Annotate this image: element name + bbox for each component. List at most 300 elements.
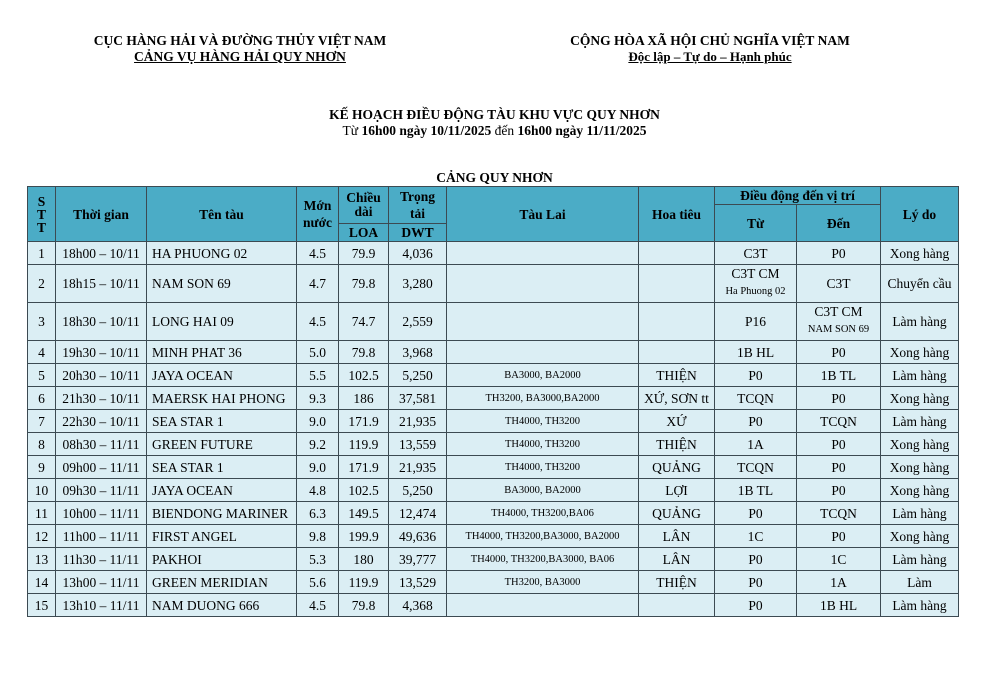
- table-row: [28, 303, 959, 341]
- cell-draft: [297, 548, 339, 571]
- reason-value: Làm: [907, 574, 932, 590]
- reason-value: Xong hàng: [889, 528, 950, 544]
- cell-tug: [447, 242, 639, 265]
- draft-value: 5.6: [309, 574, 326, 590]
- dwt-value: 3,280: [402, 276, 433, 291]
- cell-dwt: [389, 571, 447, 594]
- draft-value: 5.0: [309, 344, 326, 360]
- draft-value: 4.7: [309, 276, 326, 291]
- cell-tug: [447, 571, 639, 594]
- stt-value: 1: [38, 245, 45, 261]
- cell-pilot: [639, 341, 715, 364]
- cell-ship: [147, 242, 297, 265]
- dwt-value: 12,474: [398, 505, 437, 521]
- reason-value: Xong hàng: [889, 390, 950, 406]
- cell-dwt: [389, 433, 447, 456]
- table-row: [28, 456, 959, 479]
- cell-draft: [297, 410, 339, 433]
- cell-tug: [447, 433, 639, 456]
- ship-value: MAERSK HAI PHONG: [152, 390, 286, 406]
- dwt-value: 5,250: [402, 482, 433, 498]
- cell-loa: [339, 433, 389, 456]
- cell-from: [715, 242, 797, 265]
- tug-value: TH4000, TH3200,BA06: [491, 507, 594, 519]
- cell-pilot: [639, 242, 715, 265]
- cell-time: [56, 242, 147, 265]
- cell-stt: [28, 410, 56, 433]
- cell-loa: [339, 594, 389, 617]
- from-value: P0: [748, 551, 763, 567]
- col-dwt: Trọng tải: [389, 187, 447, 224]
- ship-value: MINH PHAT 36: [152, 344, 242, 360]
- ship-value: LONG HAI 09: [152, 314, 234, 329]
- period-start: 16h00 ngày 10/11/2025: [361, 123, 492, 138]
- reason-value: Làm hàng: [892, 413, 947, 429]
- col-loa: LOA: [339, 224, 389, 242]
- reason-value: Làm hàng: [892, 505, 947, 521]
- cell-to: [797, 242, 881, 265]
- col-tug: Tàu Lai: [447, 187, 639, 242]
- dwt-value: 49,636: [398, 528, 437, 544]
- to-value: TCQN: [820, 413, 857, 429]
- loa-value: 79.8: [351, 597, 376, 613]
- time-value: 10h00 – 11/11: [62, 505, 140, 521]
- ship-value: GREEN MERIDIAN: [152, 574, 268, 590]
- motto: Độc lập – Tự do – Hạnh phúc: [628, 49, 792, 64]
- cell-from: [715, 525, 797, 548]
- cell-draft: [297, 456, 339, 479]
- from-value: P0: [748, 597, 763, 613]
- cell-to: [797, 548, 881, 571]
- cell-ship: [147, 387, 297, 410]
- cell-to: [797, 479, 881, 502]
- loa-value: 102.5: [348, 482, 379, 498]
- reason-value: Xong hàng: [889, 459, 950, 475]
- dwt-value: 21,935: [398, 413, 437, 429]
- cell-draft: [297, 242, 339, 265]
- draft-value: 5.5: [309, 367, 326, 383]
- reason-value: Xong hàng: [889, 344, 950, 360]
- cell-dwt: [389, 303, 447, 341]
- dwt-value: 5,250: [402, 367, 433, 383]
- stt-value: 14: [34, 574, 49, 590]
- cell-pilot: [639, 548, 715, 571]
- from-value: TCQN: [737, 390, 774, 406]
- cell-pilot: [639, 502, 715, 525]
- cell-loa: [339, 265, 389, 303]
- cell-draft: [297, 594, 339, 617]
- cell-stt: [28, 571, 56, 594]
- table-row: [28, 525, 959, 548]
- dwt-value: 2,559: [402, 314, 433, 329]
- loa-value: 102.5: [348, 367, 379, 383]
- ship-value: SEA STAR 1: [152, 413, 224, 429]
- cell-to: [797, 502, 881, 525]
- cell-tug: [447, 410, 639, 433]
- cell-ship: [147, 456, 297, 479]
- col-pilot: Hoa tiêu: [639, 187, 715, 242]
- loa-value: 199.9: [348, 528, 379, 544]
- cell-loa: [339, 525, 389, 548]
- tug-value: TH4000, TH3200: [504, 461, 581, 473]
- to-value: P0: [831, 459, 846, 475]
- cell-pilot: [639, 571, 715, 594]
- table-row: [28, 242, 959, 265]
- stt-value: 12: [34, 528, 49, 544]
- cell-stt: [28, 525, 56, 548]
- time-value: 09h30 – 11/11: [62, 482, 140, 498]
- cell-dwt: [389, 341, 447, 364]
- cell-dwt: [389, 265, 447, 303]
- cell-stt: [28, 364, 56, 387]
- stt-value: 7: [38, 413, 45, 429]
- draft-value: 5.3: [309, 551, 326, 567]
- document-period: [0, 123, 989, 139]
- loa-value: 79.8: [351, 276, 376, 291]
- draft-value: 9.2: [309, 436, 326, 452]
- cell-pilot: [639, 410, 715, 433]
- time-value: 13h10 – 11/11: [62, 597, 140, 613]
- cell-stt: [28, 456, 56, 479]
- cell-to: [797, 410, 881, 433]
- pilot-value: THIỆN: [656, 574, 697, 590]
- cell-to: [797, 594, 881, 617]
- country-name: CỘNG HÒA XÃ HỘI CHỦ NGHĨA VIỆT NAM: [570, 33, 850, 48]
- cell-dwt: [389, 525, 447, 548]
- col-to: Đến: [797, 205, 881, 242]
- col-ship: Tên tàu: [147, 187, 297, 242]
- cell-dwt: [389, 479, 447, 502]
- loa-value: 149.5: [348, 505, 379, 521]
- cell-pilot: [639, 433, 715, 456]
- dwt-value: 13,529: [398, 574, 437, 590]
- cell-time: [56, 548, 147, 571]
- tug-value: TH3200, BA3000,BA2000: [485, 392, 600, 404]
- pilot-value: LỢI: [665, 482, 688, 498]
- cell-ship: [147, 571, 297, 594]
- loa-value: 171.9: [348, 413, 379, 429]
- loa-value: 171.9: [348, 459, 379, 475]
- cell-time: [56, 456, 147, 479]
- from-value: TCQN: [737, 459, 774, 475]
- cell-dwt: [389, 242, 447, 265]
- cell-from: [715, 456, 797, 479]
- ship-value: GREEN FUTURE: [152, 436, 253, 452]
- ship-movement-table: [27, 186, 959, 617]
- dwt-value: 3,968: [402, 344, 433, 360]
- cell-loa: [339, 303, 389, 341]
- cell-time: [56, 433, 147, 456]
- stt-value: 9: [38, 459, 45, 475]
- cell-draft: [297, 387, 339, 410]
- cell-pilot: [639, 303, 715, 341]
- reason-value: Làm hàng: [892, 551, 947, 567]
- from-value: 1A: [747, 436, 764, 452]
- cell-reason: [881, 242, 959, 265]
- draft-value: 4.5: [309, 597, 326, 613]
- cell-dwt: [389, 594, 447, 617]
- cell-draft: [297, 265, 339, 303]
- cell-time: [56, 341, 147, 364]
- loa-value: 186: [353, 390, 374, 406]
- cell-loa: [339, 410, 389, 433]
- time-value: 19h30 – 10/11: [62, 344, 140, 360]
- loa-value: 119.9: [348, 574, 379, 590]
- stt-value: 8: [38, 436, 45, 452]
- cell-stt: [28, 479, 56, 502]
- to-value: P0: [831, 436, 846, 452]
- cell-from: [715, 479, 797, 502]
- cell-reason: [881, 410, 959, 433]
- port-heading: CẢNG QUY NHƠN: [436, 170, 553, 185]
- cell-tug: [447, 548, 639, 571]
- to-value: 1B HL: [819, 597, 858, 613]
- stt-value: 3: [38, 314, 45, 329]
- col-move: Điều động đến vị trí: [715, 187, 881, 205]
- ship-value: HA PHUONG 02: [152, 245, 248, 261]
- cell-from: [715, 548, 797, 571]
- cell-draft: [297, 303, 339, 341]
- dwt-value: 21,935: [398, 459, 437, 475]
- from-value: 1C: [747, 528, 764, 544]
- cell-pilot: [639, 479, 715, 502]
- from-value: P0: [748, 505, 763, 521]
- cell-ship: [147, 548, 297, 571]
- cell-tug: [447, 456, 639, 479]
- loa-value: 180: [353, 551, 374, 567]
- cell-tug: [447, 502, 639, 525]
- draft-value: 9.8: [309, 528, 326, 544]
- col-draft: Mớn nước: [297, 187, 339, 242]
- time-value: 22h30 – 10/11: [62, 413, 140, 429]
- cell-dwt: [389, 456, 447, 479]
- tug-value: TH4000, TH3200,BA3000, BA06: [470, 553, 615, 565]
- cell-to: [797, 571, 881, 594]
- to-value: P0: [831, 344, 846, 360]
- ship-value: BIENDONG MARINER: [152, 505, 289, 521]
- cell-dwt: [389, 548, 447, 571]
- cell-to: [797, 303, 881, 341]
- cell-stt: [28, 303, 56, 341]
- time-value: 18h00 – 10/11: [62, 245, 140, 261]
- time-value: 18h30 – 10/11: [62, 314, 140, 329]
- cell-loa: [339, 548, 389, 571]
- time-value: 09h00 – 11/11: [62, 459, 140, 475]
- cell-ship: [147, 594, 297, 617]
- tug-value: TH3200, BA3000: [504, 576, 581, 588]
- cell-stt: [28, 502, 56, 525]
- agency-name: CỤC HÀNG HẢI VÀ ĐƯỜNG THỦY VIỆT NAM: [93, 33, 387, 48]
- cell-to: [797, 341, 881, 364]
- cell-reason: [881, 265, 959, 303]
- table-row: [28, 548, 959, 571]
- time-value: 21h30 – 10/11: [62, 390, 140, 406]
- period-end: 16h00 ngày 11/11/2025: [517, 123, 647, 138]
- table-row: [28, 433, 959, 456]
- loa-value: 79.9: [351, 245, 376, 261]
- cell-pilot: [639, 387, 715, 410]
- tug-value: TH4000, TH3200: [504, 415, 581, 427]
- cell-loa: [339, 341, 389, 364]
- cell-stt: [28, 242, 56, 265]
- cell-stt: [28, 594, 56, 617]
- cell-tug: [447, 387, 639, 410]
- cell-reason: [881, 502, 959, 525]
- cell-draft: [297, 433, 339, 456]
- document-title-block: [0, 107, 989, 139]
- to-value: P0: [831, 528, 846, 544]
- cell-tug: [447, 364, 639, 387]
- cell-time: [56, 410, 147, 433]
- cell-ship: [147, 502, 297, 525]
- cell-time: [56, 571, 147, 594]
- cell-from: [715, 594, 797, 617]
- document-title: KẾ HOẠCH ĐIỀU ĐỘNG TÀU KHU VỰC QUY NHƠN: [329, 107, 660, 122]
- loa-value: 79.8: [351, 344, 376, 360]
- cell-from: [715, 433, 797, 456]
- from-value: P16: [744, 314, 766, 329]
- cell-draft: [297, 502, 339, 525]
- cell-loa: [339, 456, 389, 479]
- stt-value: 2: [38, 276, 45, 291]
- cell-time: [56, 479, 147, 502]
- tug-value: TH4000, TH3200,BA3000, BA2000: [465, 530, 620, 542]
- reason-value: Chuyển cầu: [887, 276, 952, 291]
- from-value: C3T: [743, 245, 768, 261]
- cell-loa: [339, 242, 389, 265]
- cell-ship: [147, 364, 297, 387]
- dwt-value: 37,581: [398, 390, 437, 406]
- time-value: 08h30 – 11/11: [62, 436, 140, 452]
- dwt-value: 4,036: [402, 245, 433, 261]
- cell-reason: [881, 387, 959, 410]
- stt-value: 5: [38, 367, 45, 383]
- cell-reason: [881, 303, 959, 341]
- cell-from: [715, 341, 797, 364]
- table-row: [28, 265, 959, 303]
- cell-from: [715, 303, 797, 341]
- cell-to: [797, 387, 881, 410]
- cell-time: [56, 265, 147, 303]
- cell-ship: [147, 341, 297, 364]
- reason-value: Xong hàng: [889, 436, 950, 452]
- cell-draft: [297, 364, 339, 387]
- cell-stt: [28, 433, 56, 456]
- to-value: P0: [831, 245, 846, 261]
- stt-value: 10: [34, 482, 49, 498]
- cell-ship: [147, 410, 297, 433]
- cell-time: [56, 502, 147, 525]
- time-value: 11h00 – 11/11: [62, 528, 140, 544]
- draft-value: 4.8: [309, 482, 326, 498]
- cell-from: [715, 387, 797, 410]
- cell-to: [797, 456, 881, 479]
- port-authority-name: CẢNG VỤ HÀNG HẢI QUY NHƠN: [134, 49, 346, 64]
- cell-reason: [881, 479, 959, 502]
- cell-reason: [881, 548, 959, 571]
- table-row: [28, 502, 959, 525]
- cell-loa: [339, 502, 389, 525]
- ship-value: NAM DUONG 666: [152, 597, 260, 613]
- pilot-value: XỨ, SƠN tt: [644, 390, 709, 406]
- cell-stt: [28, 548, 56, 571]
- table-row: [28, 571, 959, 594]
- reason-value: Làm hàng: [892, 314, 947, 329]
- table-body: [28, 242, 959, 617]
- table-row: [28, 594, 959, 617]
- table-row: [28, 341, 959, 364]
- cell-time: [56, 303, 147, 341]
- pilot-value: THIỆN: [656, 436, 697, 452]
- loa-value: 119.9: [348, 436, 379, 452]
- cell-loa: [339, 364, 389, 387]
- stt-value: 4: [38, 344, 45, 360]
- time-value: 11h30 – 11/11: [62, 551, 140, 567]
- national-header: [520, 33, 900, 65]
- pilot-value: THIỆN: [656, 367, 697, 383]
- table-row: [28, 479, 959, 502]
- cell-ship: [147, 433, 297, 456]
- cell-reason: [881, 456, 959, 479]
- cell-to: [797, 265, 881, 303]
- ship-value: JAYA OCEAN: [152, 482, 233, 498]
- cell-to: [797, 364, 881, 387]
- stt-value: 15: [34, 597, 49, 613]
- cell-tug: [447, 479, 639, 502]
- cell-stt: [28, 387, 56, 410]
- reason-value: Làm hàng: [892, 367, 947, 383]
- cell-dwt: [389, 410, 447, 433]
- period-to-label: đến: [491, 123, 518, 138]
- to-value: TCQN: [820, 505, 857, 521]
- ship-value: FIRST ANGEL: [152, 528, 237, 544]
- cell-loa: [339, 571, 389, 594]
- dwt-value: 4,368: [402, 597, 433, 613]
- cell-to: [797, 525, 881, 548]
- draft-value: 6.3: [309, 505, 326, 521]
- ship-value: NAM SON 69: [152, 276, 231, 291]
- draft-value: 4.5: [309, 245, 326, 261]
- pilot-value: LÂN: [662, 551, 691, 567]
- cell-draft: [297, 571, 339, 594]
- time-value: 13h00 – 11/11: [62, 574, 140, 590]
- cell-time: [56, 364, 147, 387]
- cell-tug: [447, 265, 639, 303]
- cell-pilot: [639, 456, 715, 479]
- ship-value: JAYA OCEAN: [152, 367, 233, 383]
- time-value: 20h30 – 10/11: [62, 367, 140, 383]
- table-row: [28, 387, 959, 410]
- reason-value: Xong hàng: [889, 245, 950, 261]
- reason-value: Làm hàng: [892, 597, 947, 613]
- cell-draft: [297, 525, 339, 548]
- from-value: 1B TL: [737, 482, 774, 498]
- to-value: C3T: [826, 276, 851, 291]
- cell-time: [56, 594, 147, 617]
- table-row: [28, 364, 959, 387]
- period-from-label: Từ: [342, 123, 362, 138]
- cell-ship: [147, 303, 297, 341]
- draft-value: 4.5: [309, 314, 326, 329]
- draft-value: 9.0: [309, 413, 326, 429]
- to-value: P0: [831, 390, 846, 406]
- cell-from: [715, 571, 797, 594]
- cell-time: [56, 387, 147, 410]
- pilot-value: QUẢNG: [652, 459, 701, 475]
- draft-value: 9.0: [309, 459, 326, 475]
- cell-loa: [339, 479, 389, 502]
- cell-reason: [881, 433, 959, 456]
